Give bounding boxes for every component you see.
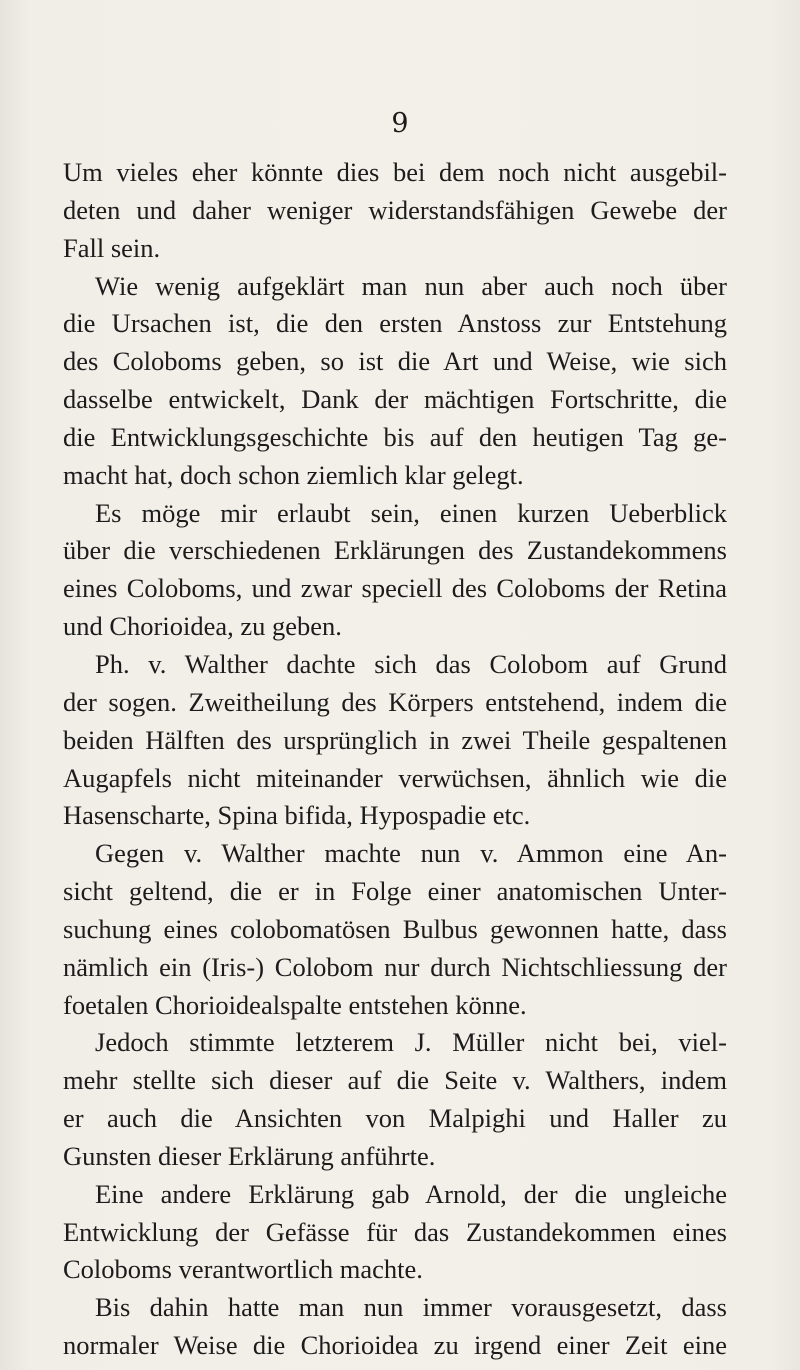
text-line: über die verschiedenen Erklärungen des Zustandekommens	[63, 535, 727, 566]
body-text	[63, 154, 727, 1365]
text-line: Fall sein.	[63, 232, 161, 263]
text-line: der sogen. Zweitheilung des Körpers entstehend, indem die	[63, 686, 727, 717]
text-line: er auch die Ansichten von Malpighi und Haller zu	[63, 1103, 727, 1134]
text-line: Eine andere Erklärung gab Arnold, der die ungleiche	[95, 1178, 727, 1209]
text-line: deten und daher weniger widerstandsfähigen Gewebe der	[63, 194, 727, 225]
text-line: Gunsten dieser Erklärung anführte.	[63, 1140, 436, 1171]
text-line: beiden Hälften des ursprünglich in zwei Theile gespaltenen	[63, 724, 727, 755]
text-line: Augapfels nicht miteinander verwüchsen, ähnlich wie die	[63, 762, 727, 793]
text-line: die Entwicklungsgeschichte bis auf den heutigen Tag ge-	[63, 421, 727, 452]
text-line: eines Coloboms, und zwar speciell des Coloboms der Retina	[63, 573, 727, 604]
text-line: dasselbe entwickelt, Dank der mächtigen Fortschritte, die	[63, 384, 727, 415]
text-line: Um vieles eher könnte dies bei dem noch nicht ausgebil-	[63, 157, 727, 187]
text-line: mehr stellte sich dieser auf die Seite v. Walthers, indem	[63, 1065, 727, 1096]
text-line: Hasenscharte, Spina bifida, Hypospadie etc.	[63, 800, 531, 831]
page-number: 9	[391, 108, 409, 139]
text-line: foetalen Chorioidealspalte entstehen könne.	[63, 989, 527, 1020]
text-line: Entwicklung der Gefässe für das Zustandekommen eines	[63, 1216, 727, 1247]
text-line: suchung eines colobomatösen Bulbus gewonnen hatte, dass	[63, 913, 727, 944]
text-line: des Coloboms geben, so ist die Art und Weise, wie sich	[63, 346, 727, 377]
text-line: die Ursachen ist, die den ersten Anstoss zur Entstehung	[63, 308, 727, 339]
text-line: sicht geltend, die er in Folge einer anatomischen Unter-	[63, 876, 727, 907]
text-line: Gegen v. Walther machte nun v. Ammon eine An-	[95, 838, 727, 869]
text-line: Coloboms verantwortlich machte.	[63, 1254, 423, 1285]
text-line: Wie wenig aufgeklärt man nun aber auch noch über	[95, 270, 727, 301]
text-line: macht hat, doch schon ziemlich klar gelegt.	[63, 459, 524, 490]
text-line: und Chorioidea, zu geben.	[63, 611, 342, 642]
text-line: nämlich ein (Iris-) Colobom nur durch Nichtschliessung der	[63, 951, 727, 982]
text-line: Es möge mir erlaubt sein, einen kurzen Ueberblick	[95, 497, 727, 528]
text-line: normaler Weise die Chorioidea zu irgend einer Zeit eine	[63, 1330, 727, 1361]
text-line: Bis dahin hatte man nun immer vorausgesetzt, dass	[95, 1292, 727, 1323]
text-line: Jedoch stimmte letzterem J. Müller nicht bei, viel-	[95, 1027, 727, 1058]
text-line: Ph. v. Walther dachte sich das Colobom auf Grund	[95, 648, 727, 679]
